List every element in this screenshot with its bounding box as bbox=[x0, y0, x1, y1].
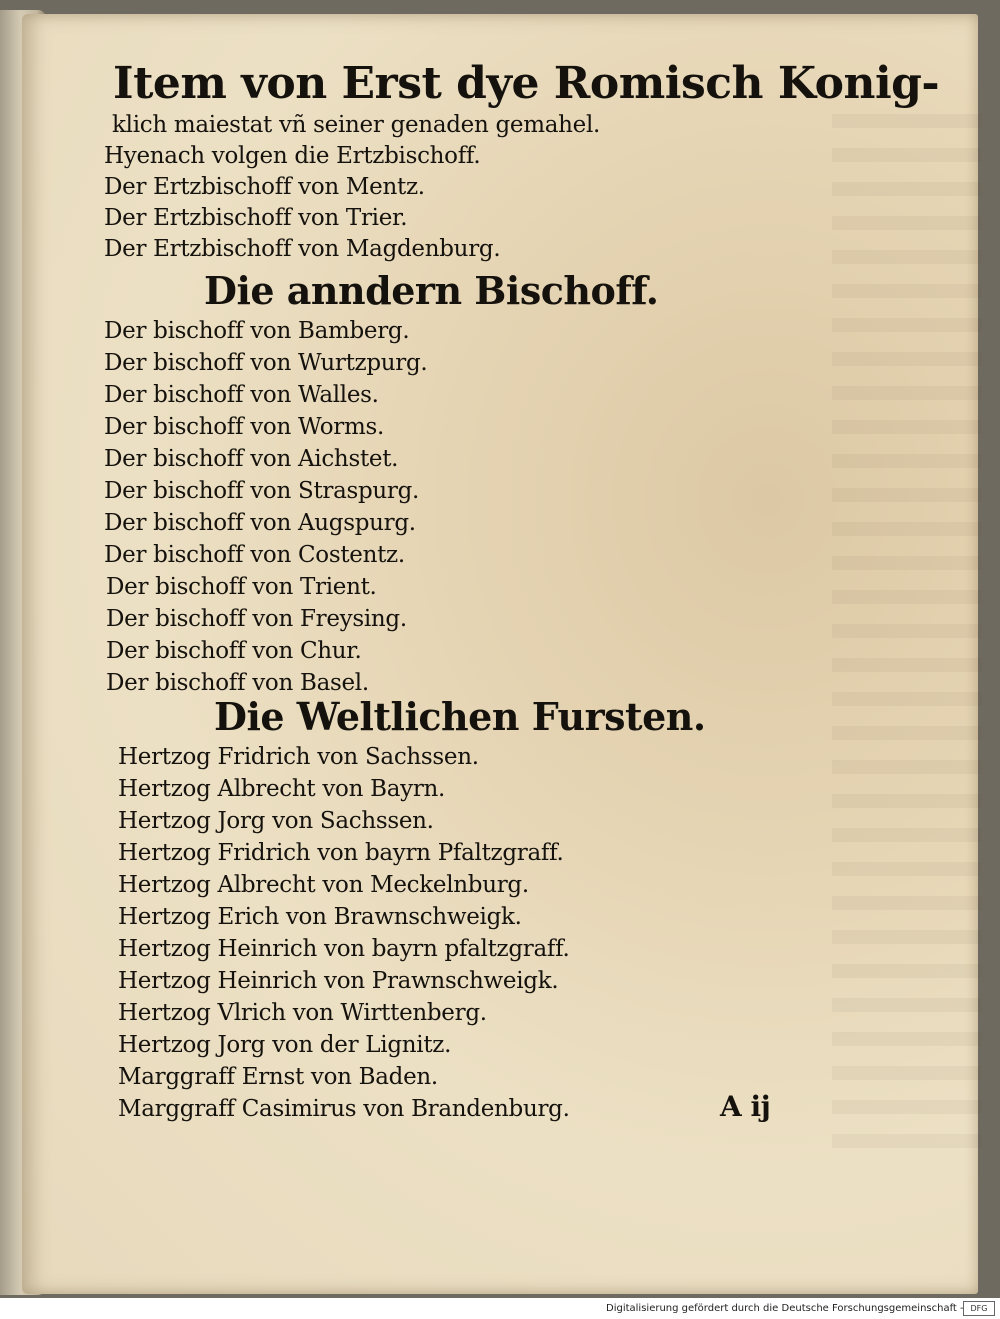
bishop-item: Der bischoff von Costentz. bbox=[104, 542, 405, 568]
signature-mark: A ij bbox=[720, 1090, 771, 1123]
bishop-item: Der bischoff von Freysing. bbox=[106, 606, 407, 632]
archbishop-item: Der Ertzbischoff von Mentz. bbox=[104, 174, 425, 200]
bishop-item: Der bischoff von Trient. bbox=[106, 574, 377, 600]
archbishop-item: Der Ertzbischoff von Trier. bbox=[104, 205, 408, 231]
prince-item: Marggraff Casimirus von Brandenburg. bbox=[118, 1096, 570, 1122]
prince-item: Hertzog Jorg von Sachssen. bbox=[118, 808, 434, 834]
prince-item: Hertzog Heinrich von Prawnschweigk. bbox=[118, 968, 559, 994]
bishop-item: Der bischoff von Wurtzpurg. bbox=[104, 350, 428, 376]
bishop-item: Der bischoff von Augspurg. bbox=[104, 510, 416, 536]
digitization-credit: Digitalisierung gefördert durch die Deutsche Forschungsgemeinschaft - bbox=[606, 1303, 964, 1314]
prince-item: Hertzog Fridrich von Sachssen. bbox=[118, 744, 479, 770]
prince-item: Hertzog Albrecht von Bayrn. bbox=[118, 776, 446, 802]
bishop-item: Der bischoff von Worms. bbox=[104, 414, 385, 440]
dfg-logo: DFG bbox=[963, 1301, 995, 1316]
bishop-item: Der bischoff von Bamberg. bbox=[104, 318, 410, 344]
princes-heading: Die Weltlichen Fursten. bbox=[214, 694, 706, 739]
archbishop-item: Der Ertzbischoff von Magdenburg. bbox=[104, 236, 501, 262]
title-line-1: Item von Erst dye Romisch Konig- bbox=[113, 58, 940, 109]
prince-item: Hertzog Heinrich von bayrn pfaltzgraff. bbox=[118, 936, 570, 962]
bishop-item: Der bischoff von Basel. bbox=[106, 670, 369, 696]
prince-item: Hertzog Fridrich von bayrn Pfaltzgraff. bbox=[118, 840, 564, 866]
intro-line: Hyenach volgen die Ertzbischoff. bbox=[104, 143, 481, 169]
bishop-item: Der bischoff von Straspurg. bbox=[104, 478, 420, 504]
bishops-heading: Die anndern Bischoff. bbox=[204, 268, 659, 313]
bishop-item: Der bischoff von Walles. bbox=[104, 382, 379, 408]
prince-item: Hertzog Albrecht von Meckelnburg. bbox=[118, 872, 529, 898]
prince-item: Hertzog Jorg von der Lignitz. bbox=[118, 1032, 452, 1058]
prince-item: Hertzog Erich von Brawnschweigk. bbox=[118, 904, 522, 930]
prince-item: Marggraff Ernst von Baden. bbox=[118, 1064, 438, 1090]
bishop-item: Der bischoff von Chur. bbox=[106, 638, 362, 664]
title-line-2: klich maiestat vñ seiner genaden gemahel. bbox=[112, 112, 601, 138]
bishop-item: Der bischoff von Aichstet. bbox=[104, 446, 399, 472]
prince-item: Hertzog Vlrich von Wirttenberg. bbox=[118, 1000, 487, 1026]
show-through-text bbox=[832, 114, 982, 1164]
